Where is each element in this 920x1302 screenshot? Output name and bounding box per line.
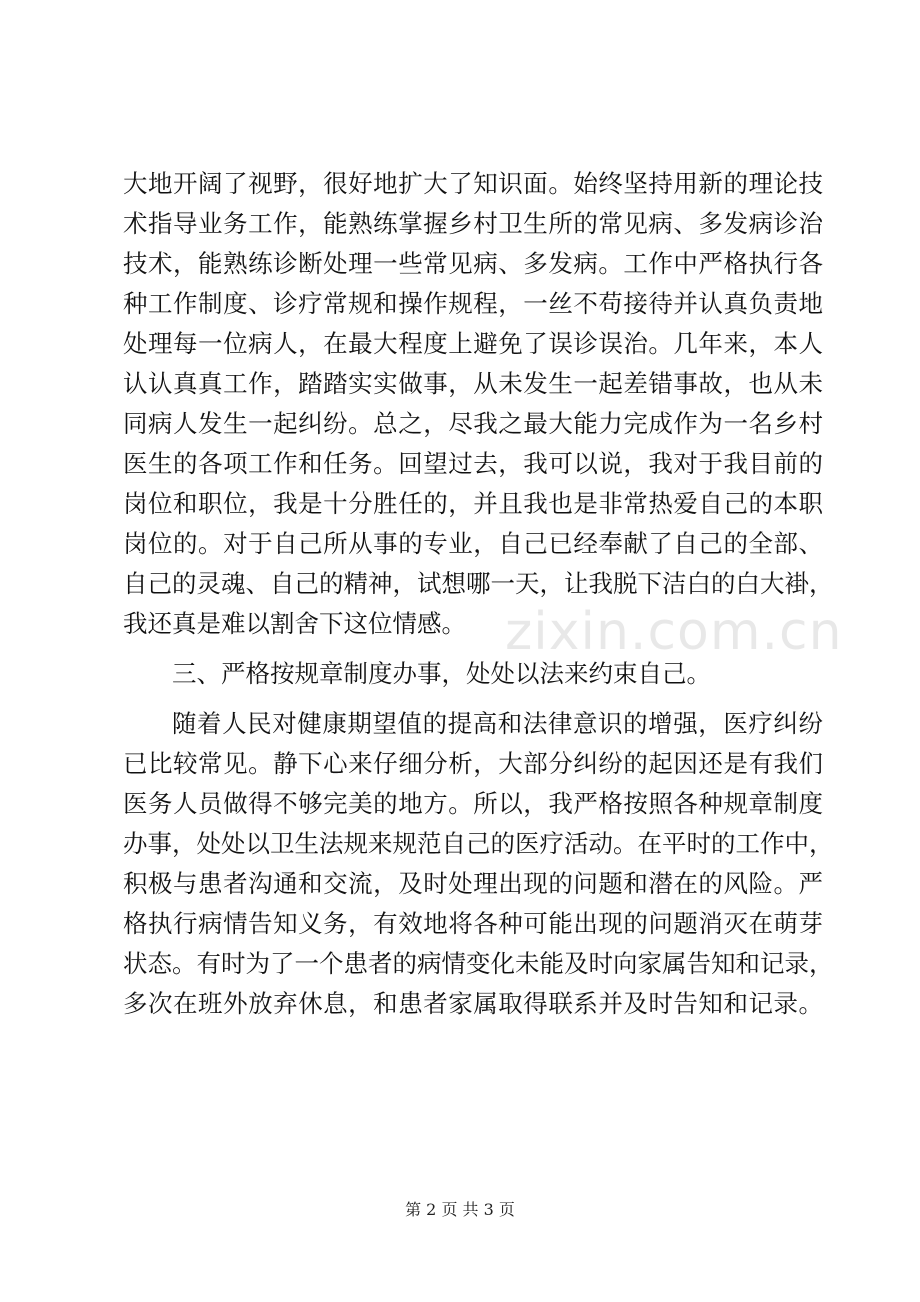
text-line: 医务人员做得不够完美的地方。所以，我严格按照各种规章制度 bbox=[123, 789, 823, 818]
text-line: 处理每一位病人，在最大程度上避免了误诊误治。几年来，本人 bbox=[123, 329, 823, 358]
text-line: 大地开阔了视野，很好地扩大了知识面。始终坚持用新的理论技 bbox=[123, 169, 823, 198]
paragraph-2 bbox=[123, 704, 834, 1024]
text-line: 多次在班外放弃休息，和患者家属取得联系并及时告知和记录。 bbox=[123, 989, 823, 1018]
text-line: 岗位和职位，我是十分胜任的，并且我也是非常热爱自己的本职 bbox=[123, 489, 823, 518]
text-line: 我还真是难以割舍下这位情感。 bbox=[123, 609, 466, 638]
text-line: 认认真真工作，踏踏实实做事，从未发生一起差错事故，也从未 bbox=[123, 369, 823, 398]
text-line: 自己的灵魂、自己的精神，试想哪一天，让我脱下洁白的白大褂， bbox=[123, 569, 834, 598]
text-line: 积极与患者沟通和交流，及时处理出现的问题和潜在的风险。严 bbox=[123, 869, 823, 898]
text-line: 医生的各项工作和任务。回望过去，我可以说，我对于我目前的 bbox=[123, 449, 823, 478]
text-line: 种工作制度、诊疗常规和操作规程，一丝不苟接待并认真负责地 bbox=[123, 289, 823, 318]
text-line: 技术，能熟练诊断处理一些常见病、多发病。工作中严格执行各 bbox=[123, 249, 823, 278]
document-body bbox=[123, 164, 834, 1024]
text-line: 格执行病情告知义务，有效地将各种可能出现的问题消灭在萌芽 bbox=[123, 909, 823, 938]
text-line: 办事，处处以卫生法规来规范自己的医疗活动。在平时的工作中， bbox=[123, 829, 834, 858]
section-heading: 三、严格按规章制度办事，处处以法来约束自己。 bbox=[172, 659, 711, 688]
text-line: 状态。有时为了一个患者的病情变化未能及时向家属告知和记录， bbox=[123, 949, 834, 978]
text-line: 已比较常见。静下心来仔细分析，大部分纠纷的起因还是有我们 bbox=[123, 749, 823, 778]
text-line: 术指导业务工作，能熟练掌握乡村卫生所的常见病、多发病诊治 bbox=[123, 209, 823, 238]
text-line: 随着人民对健康期望值的提高和法律意识的增强，医疗纠纷 bbox=[172, 709, 823, 738]
page-footer: 第 2 页 共 3 页 bbox=[405, 1200, 515, 1219]
text-line: 岗位的。对于自己所从事的专业，自己已经奉献了自己的全部、 bbox=[123, 529, 823, 558]
paragraph-1 bbox=[123, 164, 834, 644]
watermark: zixin.com.cn bbox=[505, 602, 843, 662]
text-line: 同病人发生一起纠纷。总之，尽我之最大能力完成作为一名乡村 bbox=[123, 409, 823, 438]
